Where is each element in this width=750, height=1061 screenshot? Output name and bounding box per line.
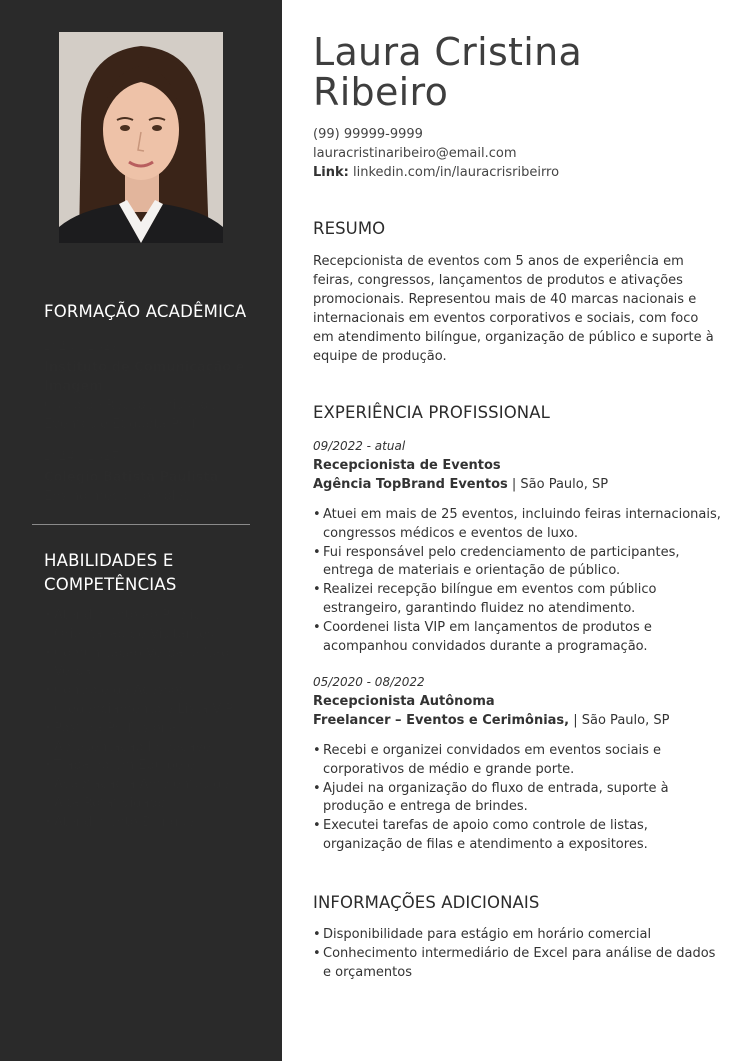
education-date: 2014 – 2017 [44, 449, 119, 463]
job-bullet: • Executei tarefas de apoio como controle de listas, organização de filas e atendimento a expositores. [313, 817, 723, 855]
job-bullet: • Realizei recepção bilíngue em eventos com público estrangeiro, garantindo fluidez no atendimento. [313, 581, 723, 619]
skill-item: • Atendimento ao Público e Orientação de Visitantes [44, 607, 254, 645]
linkedin-row [313, 163, 733, 182]
skills-heading [44, 549, 177, 597]
education-entry [44, 337, 254, 434]
skills-heading-line: COMPETÊNCIAS [44, 575, 177, 594]
job-bullet: • Ajudei na organização do fluxo de entrada, suporte à produção e entrega de brindes. [313, 780, 723, 818]
job-company-row [313, 711, 723, 730]
job-title: Recepcionista Autônoma [313, 694, 495, 709]
job-bullet: • Atuei em mais de 25 eventos, incluindo feiras internacionais, congressos médicos e eventos de luxo. [313, 506, 723, 544]
job-bullet: • Recebi e organizei convidados em eventos sociais e corporativos de médio e grande porte. [313, 742, 723, 780]
job-bullets [313, 742, 723, 855]
skills-heading-line: HABILIDADES E [44, 551, 174, 570]
job-location: | São Paulo, SP [507, 477, 609, 492]
job-date: 05/2020 - 08/2022 [313, 675, 425, 689]
education-course: Curso de Recepcionista de Eventos e Etiqueta Profi [44, 398, 217, 432]
education-heading: FORMAÇÃO ACADÊMICA [44, 302, 247, 321]
job-bullet: • Fui responsável pelo credenciamento de participantes, entrega de materiais e orientação de público. [313, 544, 723, 582]
candidate-name [313, 32, 733, 112]
job-title: Recepcionista de Eventos [313, 458, 501, 473]
additional-list [313, 926, 723, 982]
summary-text: Recepcionista de eventos com 5 anos de experiência em feiras, congressos, lançamentos de produtos e ativações promocionais. Representou mais de 40 marcas nacionais e internacionais em eventos corporativos e sociais, com foco em atendimento bilíngue, organização de público e suporte à equipe de produção. [313, 254, 714, 364]
skill-item: • Postura Profissional e Apresentação Impecável [44, 720, 254, 758]
contact-info [313, 125, 733, 182]
name-line: Ribeiro [313, 70, 449, 114]
job-company: Agência TopBrand Eventos [313, 477, 508, 492]
job-bullet: • Coordenei lista VIP em lançamentos de produtos e acompanhou convidados durante a programação. [313, 619, 723, 657]
name-line: Laura Cristina [313, 30, 583, 74]
job-bullets [313, 506, 723, 656]
skill-item: • Controle de Acessos, Credenciamento e Lista VIP [44, 682, 254, 720]
education-date: 2018 – 2019 [44, 339, 119, 353]
job-company-row [313, 475, 723, 494]
job-location: | São Paulo, SP [569, 713, 670, 728]
skills-list [44, 607, 254, 833]
additional-item: • Disponibilidade para estágio em horário comercial [313, 926, 723, 945]
job-date: 09/2022 - atual [313, 439, 406, 453]
additional-item: • Conhecimento intermediário de Excel para análise de dados e orçamentos [313, 945, 723, 983]
education-school: Instituto de Comunicação e Imagem [44, 360, 245, 394]
skill-item: • Trabalho em Equipe e Adaptação a Ambientes de Alta Rotatividade [44, 757, 254, 813]
skill-item: • Atendimento Bilíngue [44, 814, 254, 833]
email-link[interactable]: lauracristinaribeiro@email.com [313, 146, 517, 161]
linkedin-link[interactable]: linkedin.com/in/lauracrisribeirro [352, 165, 560, 180]
summary-heading: RESUMO [313, 219, 386, 238]
education-course: Ensino médio completo [44, 489, 197, 504]
job-company: Freelancer – Eventos e Cerimônias, [313, 713, 570, 728]
education-entry [44, 447, 254, 506]
job-entry [313, 437, 723, 494]
experience-heading: EXPERIÊNCIA PROFISSIONAL [313, 403, 550, 422]
phone: (99) 99999-9999 [313, 127, 423, 142]
skill-item: • Comunicação Verbal e Não Verbal [44, 645, 254, 683]
sidebar-divider [32, 524, 250, 525]
education-school: Colégio Batista Paulista [44, 470, 219, 485]
profile-photo [59, 32, 223, 243]
link-label: Link: [313, 165, 349, 180]
job-entry [313, 673, 723, 730]
additional-heading: INFORMAÇÕES ADICIONAIS [313, 893, 540, 912]
